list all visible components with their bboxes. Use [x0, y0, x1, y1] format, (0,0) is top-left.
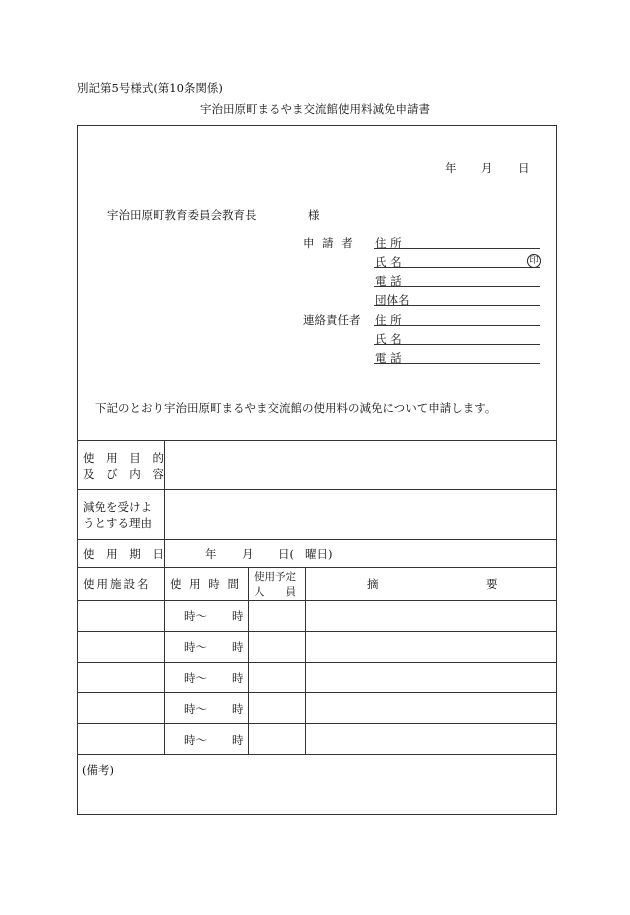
applicant-phone-label: 電 話 — [375, 274, 402, 288]
row-time-from: 時～ — [184, 609, 207, 623]
divider — [77, 489, 557, 490]
remarks-field[interactable] — [80, 778, 554, 812]
applicant-group-label: 団体名 — [375, 293, 410, 307]
divider — [77, 539, 557, 540]
applicant-group-field[interactable] — [374, 305, 540, 306]
divider — [77, 723, 557, 724]
seal-mark: 印 — [527, 254, 541, 268]
col-summary-header-2: 要 — [486, 577, 498, 591]
contact-phone-label: 電 話 — [375, 351, 402, 365]
date-month: 月 — [481, 161, 493, 175]
col-time-header: 使 用 時 間 — [170, 577, 241, 591]
period-day: 日( — [278, 547, 294, 561]
row-time-from: 時～ — [184, 640, 207, 654]
divider — [77, 631, 557, 632]
contact-address-label: 住 所 — [375, 313, 402, 327]
divider — [77, 567, 557, 568]
row-time-to: 時 — [232, 640, 244, 654]
row-time-from: 時～ — [184, 671, 207, 685]
col-people-header-line2: 人 員 — [254, 586, 296, 598]
reason-label-line2: うとする理由 — [83, 516, 152, 530]
divider — [77, 692, 557, 693]
applicant-address-label: 住 所 — [375, 236, 402, 250]
date-day: 日 — [518, 161, 530, 175]
applicant-name-label: 氏 名 — [375, 255, 402, 269]
row-time-to: 時 — [232, 609, 244, 623]
period-year: 年 — [205, 547, 217, 561]
divider — [77, 600, 557, 601]
purpose-label-line1: 使 用 目 的 — [83, 451, 168, 465]
date-year: 年 — [445, 161, 457, 175]
col-facility-header: 使用施設名 — [83, 577, 151, 591]
reason-field[interactable] — [166, 491, 554, 537]
column-divider — [305, 567, 306, 754]
row-time-to: 時 — [232, 671, 244, 685]
row-time-to: 時 — [232, 733, 244, 747]
period-month: 月 — [242, 547, 254, 561]
column-divider — [164, 440, 165, 754]
period-label: 使 用 期 日 — [83, 547, 168, 561]
form-title: 宇治田原町まるやま交流館使用料減免申請書 — [200, 102, 430, 116]
period-weekday: 曜日) — [305, 547, 333, 561]
purpose-field[interactable] — [166, 442, 554, 487]
addressee-name: 宇治田原町教育委員会教育長 — [107, 208, 257, 222]
divider — [77, 662, 557, 663]
divider — [77, 754, 557, 755]
col-people-header-line1: 使用予定 — [254, 571, 296, 583]
column-divider — [248, 567, 249, 754]
remarks-label: (備考) — [82, 763, 114, 777]
contact-phone-field[interactable] — [374, 363, 540, 364]
col-summary-header-1: 摘 — [367, 577, 379, 591]
row-time-to: 時 — [232, 702, 244, 716]
applicant-address-field[interactable] — [374, 248, 540, 249]
purpose-label-line2: 及 び 内 容 — [83, 467, 168, 481]
contact-name-label: 氏 名 — [375, 332, 402, 346]
application-statement: 下記のとおり宇治田原町まるやま交流館の使用料の減免について申請します。 — [95, 401, 497, 415]
applicant-phone-field[interactable] — [374, 286, 540, 287]
reason-label-line1: 減免を受けよ — [83, 500, 152, 514]
applicant-label: 申 請 者 — [303, 236, 355, 250]
row-time-from: 時～ — [184, 702, 207, 716]
contact-label: 連絡責任者 — [303, 313, 361, 327]
contact-name-field[interactable] — [374, 344, 540, 345]
divider — [77, 440, 557, 441]
addressee-honorific: 様 — [308, 208, 320, 222]
applicant-name-field[interactable] — [374, 267, 540, 268]
row-time-from: 時～ — [184, 733, 207, 747]
form-number: 別記第5号様式(第10条関係) — [77, 81, 223, 95]
contact-address-field[interactable] — [374, 325, 540, 326]
